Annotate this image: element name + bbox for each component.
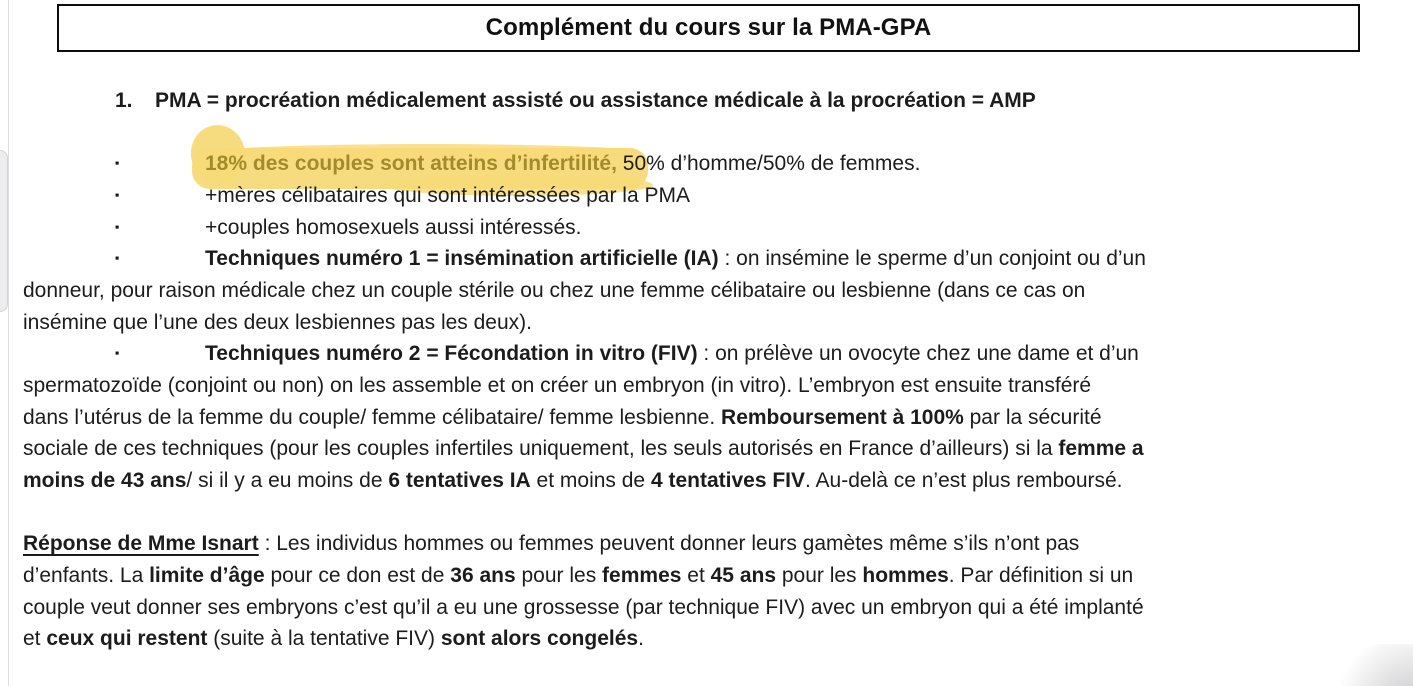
line-text <box>205 212 1413 244</box>
text-segment: limite d’âge <box>149 563 265 587</box>
text-line <box>0 528 1413 560</box>
text-line <box>0 307 1413 339</box>
text-line <box>0 180 1413 212</box>
line-text <box>23 275 1413 307</box>
text-line <box>0 402 1413 434</box>
text-segment: 6 tentatives IA <box>388 468 531 492</box>
text-segment: +couples homosexuels aussi intéressés. <box>205 215 582 239</box>
text-segment: (suite à la tentative FIV) <box>207 627 441 651</box>
line-text <box>205 338 1413 370</box>
text-segment: et <box>681 563 711 587</box>
text-segment: 45 ans <box>710 563 777 587</box>
text-segment: insémine que l’une des deux lesbiennes pas les deux). <box>23 310 532 334</box>
text-line <box>0 243 1413 275</box>
line-text <box>205 180 1413 212</box>
text-segment: PMA = procréation médicalement assisté ou assistance médicale à la procréation = AMP <box>155 89 1036 112</box>
line-text <box>23 433 1413 465</box>
text-segment: femme a <box>1058 437 1144 461</box>
text-segment: Techniques numéro 1 = insémination artificielle (IA) <box>205 247 719 271</box>
text-segment: dans l’utérus de la femme du couple/ femme célibataire/ femme lesbienne. <box>23 405 722 429</box>
text-segment: spermatozoïde (conjoint ou non) on les assemble et on créer un embryon (in vitro). L’embryon est ensuite transféré <box>23 373 1092 397</box>
line-text <box>23 560 1413 592</box>
line-text <box>23 307 1413 339</box>
text-segment: hommes <box>862 563 949 587</box>
text-segment: pour les <box>776 563 863 587</box>
line-text <box>23 402 1413 434</box>
text-segment: moins de 43 ans <box>23 468 187 492</box>
text-line <box>0 560 1413 592</box>
text-line <box>0 370 1413 402</box>
text-segment: et moins de <box>530 468 651 492</box>
text-segment: et <box>23 627 47 651</box>
line-text <box>155 85 1413 117</box>
bullet-icon: ▪ <box>115 219 120 234</box>
text-line <box>0 433 1413 465</box>
text-segment: pour les <box>515 563 603 587</box>
page-title: Complément du cours sur la PMA-GPA <box>485 14 932 41</box>
text-segment: sociale de ces techniques (pour les couples infertiles uniquement, les seuls autorisés en France d’ailleurs) si la <box>23 437 1059 461</box>
text-line <box>0 623 1413 655</box>
text-segment: 4 tentatives FIV <box>650 468 806 492</box>
line-text <box>23 528 1413 560</box>
line-text <box>23 592 1413 624</box>
text-segment: . <box>638 627 644 651</box>
text-segment: : on insémine le sperme d’un conjoint ou d’un <box>718 247 1146 271</box>
document-lines <box>0 85 1413 655</box>
title-box <box>57 4 1360 52</box>
text-segment: couple veut donner ses embryons c’est qu’il a eu une grossesse (par technique FIV) avec un embryon qui a été implanté <box>23 595 1144 619</box>
text-segment: Techniques numéro 2 = Fécondation in vitro (FIV) <box>205 342 698 366</box>
text-segment: Remboursement à 100% <box>721 405 964 429</box>
text-segment: : Les individus hommes ou femmes peuvent donner leurs gamètes même s’ils n’ont pas <box>258 532 1080 556</box>
bullet-icon: ▪ <box>115 187 120 202</box>
text-line <box>0 275 1413 307</box>
text-line <box>0 592 1413 624</box>
bullet-icon: ▪ <box>115 156 120 171</box>
blank-line <box>0 117 1413 149</box>
text-segment: 50% d’homme/50% de femmes. <box>616 152 921 176</box>
text-line <box>0 212 1413 244</box>
bullet-icon: ▪ <box>115 251 120 266</box>
text-segment: 18% des couples sont atteins d’infertilité, <box>205 152 617 176</box>
text-line <box>0 465 1413 497</box>
text-line <box>0 338 1413 370</box>
text-segment: +mères célibataires qui sont intéressées par la PMA <box>205 183 690 207</box>
text-line <box>0 85 1413 117</box>
text-segment: : on prélève un ovocyte chez une dame et d’un <box>697 342 1139 366</box>
bullet-icon: ▪ <box>115 346 120 361</box>
text-segment: / si il y a eu moins de <box>186 468 389 492</box>
line-text <box>23 465 1413 497</box>
text-segment: 36 ans <box>450 563 516 587</box>
line-text <box>23 370 1413 402</box>
line-text <box>205 243 1413 275</box>
text-segment: d’enfants. La <box>23 563 150 587</box>
line-text <box>23 623 1413 655</box>
blank-line <box>0 497 1413 529</box>
text-segment: ceux qui restent <box>46 627 208 651</box>
text-segment: Réponse de Mme Isnart <box>23 532 259 556</box>
text-segment: . Au-delà ce n’est plus remboursé. <box>805 468 1123 492</box>
text-segment: femmes <box>602 563 682 587</box>
line-text <box>205 148 1413 180</box>
text-segment: pour ce don est de <box>264 563 451 587</box>
text-segment: par la sécurité <box>963 405 1102 429</box>
text-segment: . Par définition si un <box>948 563 1134 587</box>
text-line <box>0 148 1413 180</box>
text-segment: sont alors congelés <box>440 627 639 651</box>
text-segment: donneur, pour raison médicale chez un couple stérile ou chez une femme célibataire ou lesbienne (dans ce cas on <box>23 278 1086 302</box>
list-number: 1. <box>115 89 133 112</box>
